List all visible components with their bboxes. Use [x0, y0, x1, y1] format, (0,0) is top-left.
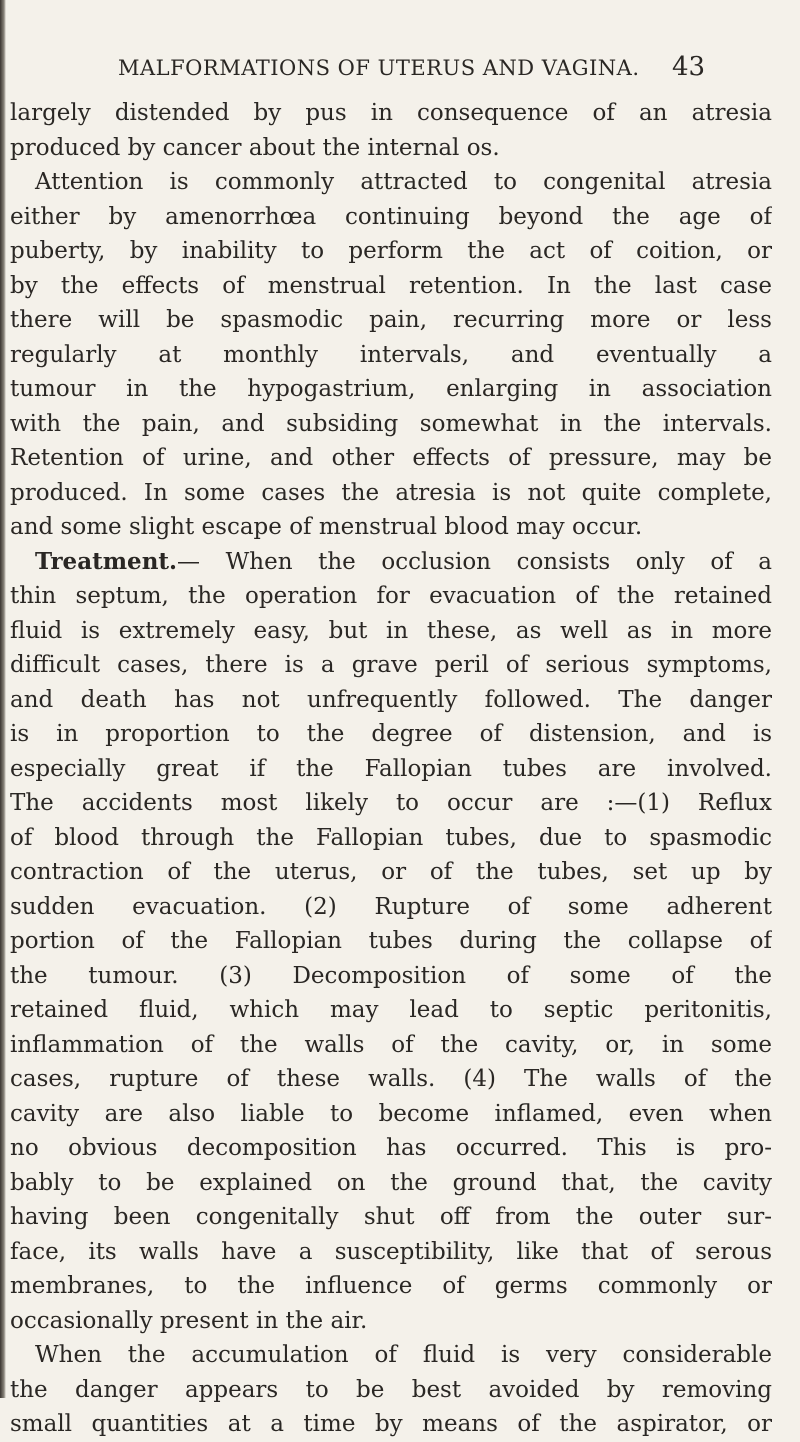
text-line: thin septum, the operation for evacuation of the retained — [10, 583, 772, 609]
text-line: contraction of the uterus, or of the tubes, set up by — [10, 859, 772, 885]
text-line: cases, rupture of these walls. (4) The walls of the — [10, 1066, 772, 1092]
text-line: cavity are also liable to become inflamed, even when — [10, 1100, 772, 1127]
text-line: occasionally present in the air. — [10, 1307, 368, 1334]
treatment-line-text: — When the occlusion consists only of a — [177, 548, 772, 575]
text-line: Attention is commonly attracted to congenital atresia — [35, 169, 772, 195]
text-line: membranes, to the influence of germs commonly or — [10, 1273, 772, 1299]
text-line: tumour in the hypogastrium, enlarging in association — [10, 376, 772, 402]
text-line: regularly at monthly intervals, and eventually a — [10, 341, 772, 368]
body-text — [10, 96, 772, 1442]
text-line: portion of the Fallopian tubes during the collapse of — [10, 928, 772, 954]
text-line: by the effects of menstrual retention. In the last case — [10, 272, 772, 299]
text-line: produced. In some cases the atresia is not quite complete, — [10, 479, 772, 506]
text-line: inflammation of the walls of the cavity, or, in some — [10, 1031, 772, 1058]
text-line: retained fluid, which may lead to septic peritonitis, — [10, 997, 772, 1023]
text-line: Retention of urine, and other effects of pressure, may be — [10, 445, 772, 471]
treatment-heading: Treatment. — [35, 547, 178, 575]
text-line: and some slight escape of menstrual blood may occur. — [10, 514, 643, 540]
text-line: having been congenitally shut off from the outer sur- — [10, 1204, 772, 1230]
text-line: either by amenorrhœa continuing beyond the age of — [10, 203, 772, 230]
text-line: fluid is extremely easy, but in these, as well as in more — [10, 617, 772, 644]
text-line: The accidents most likely to occur are :—(1) Reflux — [10, 790, 772, 816]
page-number: 43 — [672, 52, 706, 82]
text-line: especially great if the Fallopian tubes are involved. — [10, 755, 772, 782]
page-header — [0, 52, 800, 86]
text-line: the tumour. (3) Decomposition of some of the — [10, 962, 772, 989]
text-line: When the accumulation of fluid is very considerable — [35, 1342, 772, 1368]
text-line: face, its walls have a susceptibility, like that of serous — [10, 1238, 772, 1265]
text-line: largely distended by pus in consequence of an atresia — [10, 100, 772, 126]
text-line: there will be spasmodic pain, recurring more or less — [10, 307, 772, 333]
text-line: the danger appears to be best avoided by removing — [10, 1376, 772, 1403]
text-line-treatment — [10, 545, 772, 580]
text-line: of blood through the Fallopian tubes, due to spasmodic — [10, 824, 772, 851]
text-line: is in proportion to the degree of distension, and is — [10, 721, 772, 747]
text-line: bably to be explained on the ground that, the cavity — [10, 1169, 772, 1196]
text-line: no obvious decomposition has occurred. This is pro- — [10, 1135, 772, 1161]
text-line: puberty, by inability to perform the act of coition, or — [10, 238, 772, 264]
text-line: small quantities at a time by means of the aspirator, or — [10, 1411, 772, 1437]
running-head: MALFORMATIONS OF UTERUS AND VAGINA. — [118, 56, 640, 80]
text-line: produced by cancer about the internal os. — [10, 134, 500, 161]
text-line: sudden evacuation. (2) Rupture of some adherent — [10, 893, 772, 920]
text-line: and death has not unfrequently followed. The danger — [10, 686, 772, 713]
page-binding-edge — [0, 0, 6, 1398]
text-line: difficult cases, there is a grave peril of serious symptoms, — [10, 652, 772, 678]
text-line: with the pain, and subsiding somewhat in the intervals. — [10, 410, 772, 437]
